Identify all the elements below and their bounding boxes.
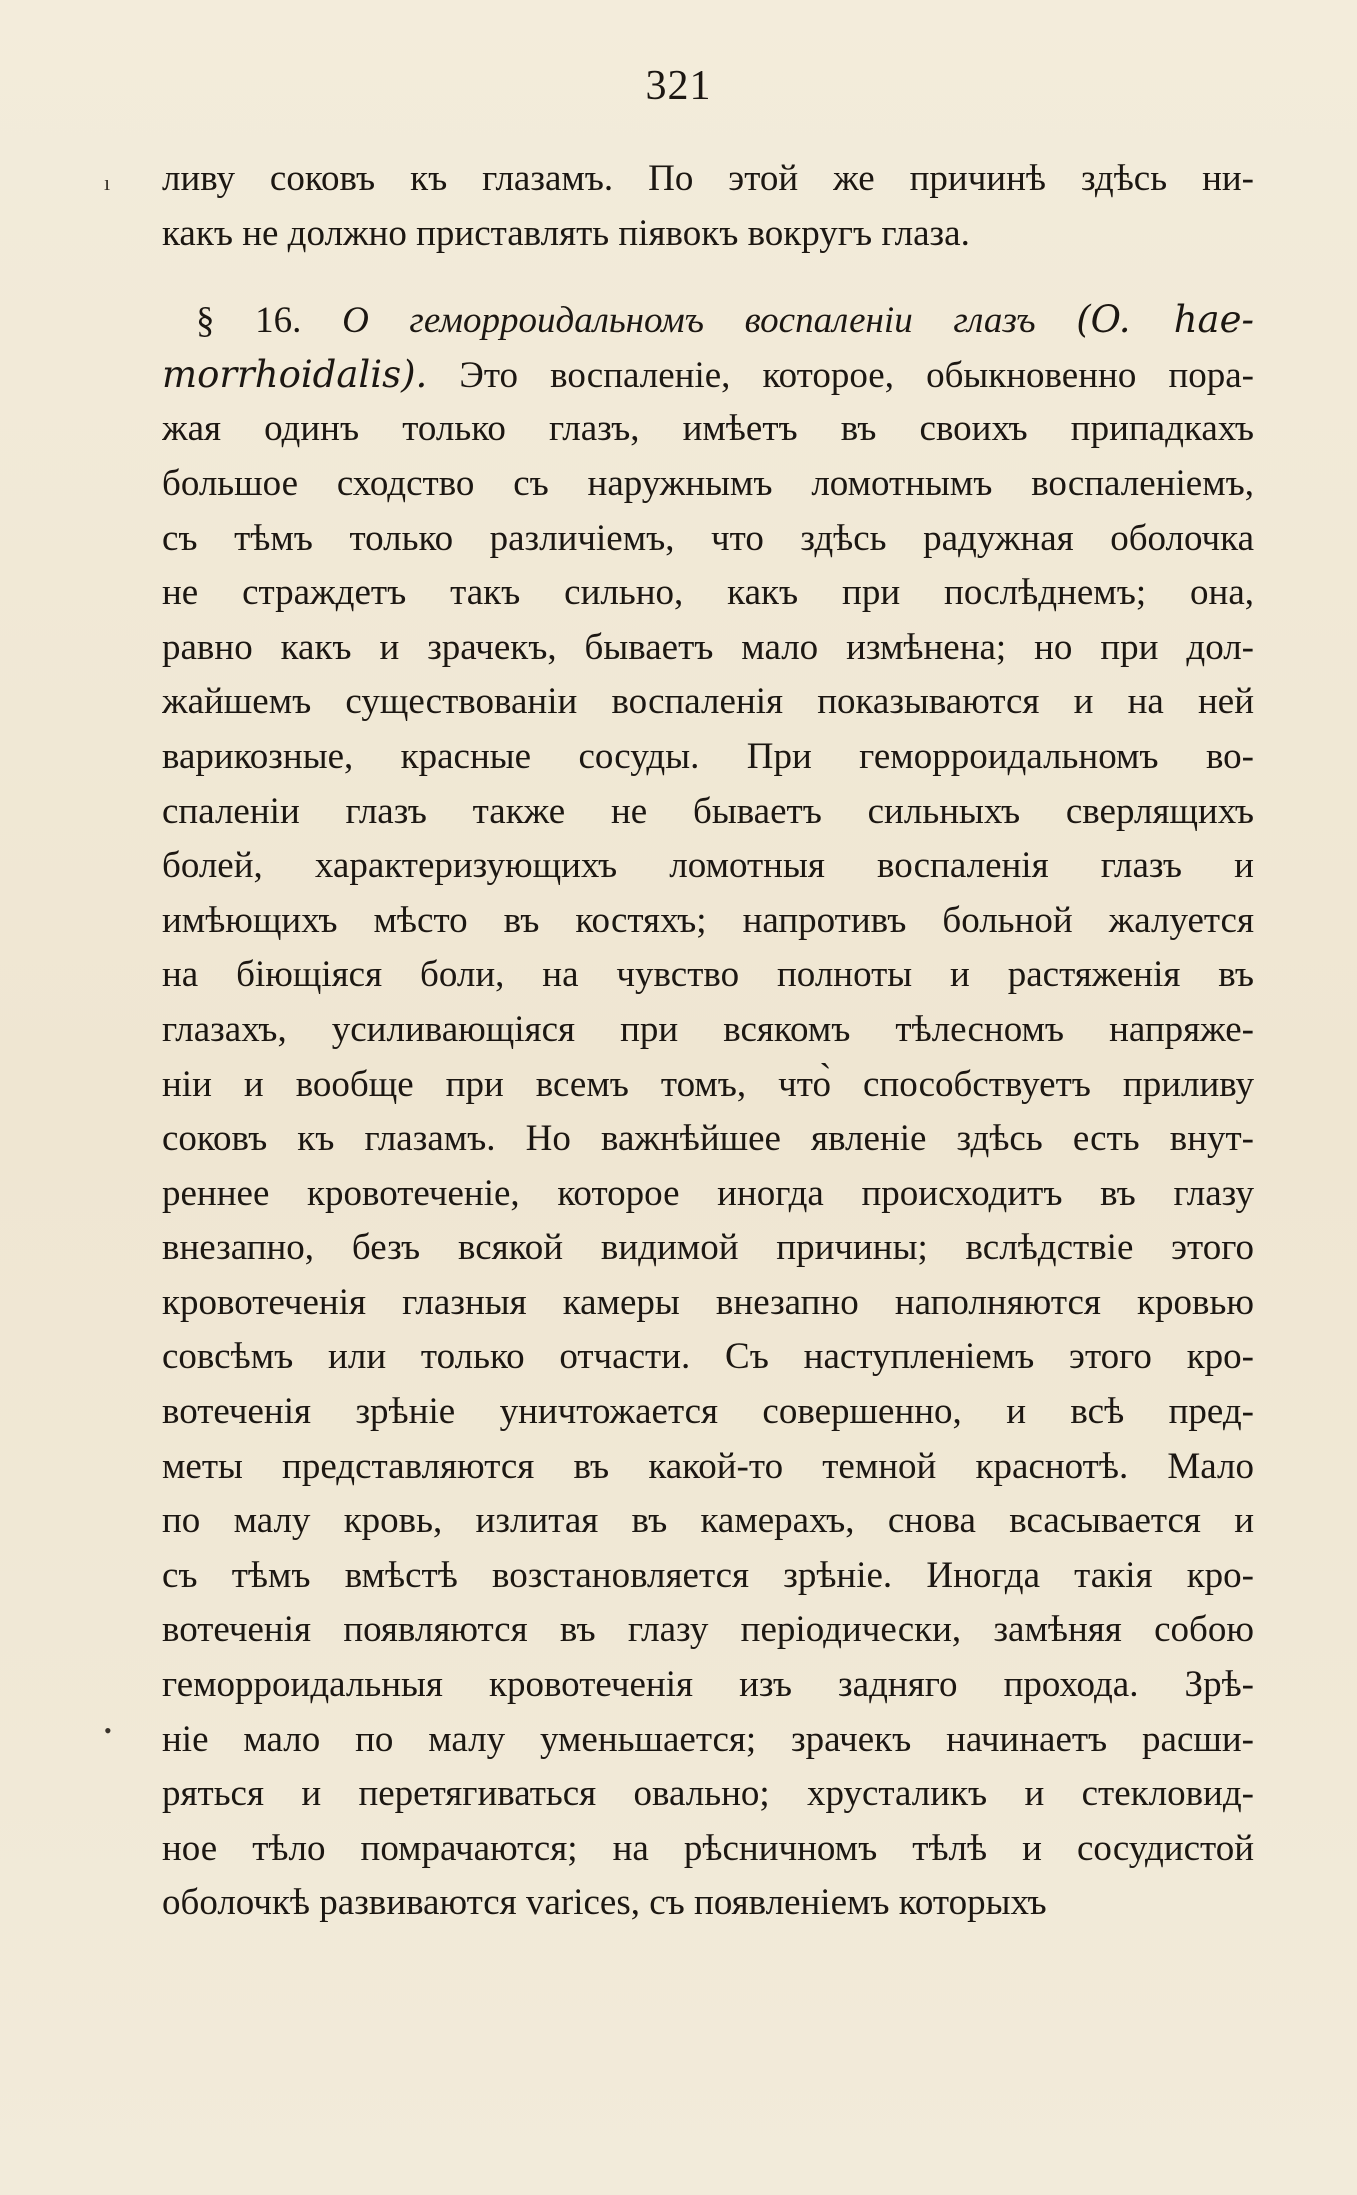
text-line: кровотеченія глазныя камеры внезапно наполняются кровью <box>162 1281 1254 1323</box>
margin-mark: • <box>104 1718 112 1743</box>
text-line <box>162 348 1254 403</box>
text-line-rest: Это воспаленіе, которое, обыкновенно пора- <box>459 354 1254 396</box>
text-line: на біющіяся боли, на чувство полноты и растяженія въ <box>162 954 1254 996</box>
text-line: большое сходство съ наружнымъ ломотнымъ воспаленіемъ, <box>162 462 1254 504</box>
text-line: вотеченія зрѣніе уничтожается совершенно, и всѣ пред- <box>162 1391 1254 1433</box>
section-number: § 16. <box>196 300 302 342</box>
paragraph-gap <box>162 261 1254 293</box>
text-line: геморроидальныя кровотеченія изъ задняго прохода. Зрѣ- <box>162 1664 1254 1706</box>
page-number: 321 <box>645 63 712 109</box>
text-line: оболочкѣ развиваются varices, съ появленіемъ которыхъ <box>162 1882 1047 1924</box>
margin-mark: ı <box>104 170 111 195</box>
section-heading-line <box>162 293 1254 348</box>
text-line: глазахъ, усиливающіяся при всякомъ тѣлесномъ напряже- <box>162 1008 1254 1050</box>
text-line: жайшемъ существованіи воспаленія показываются и на ней <box>162 681 1254 723</box>
section-latin-term: (O. hae- <box>1076 298 1254 342</box>
text-line: ряться и перетягиваться овально; хрусталикъ и стекловид- <box>162 1773 1254 1815</box>
text-line: жая одинъ только глазъ, имѣетъ въ своихъ припадкахъ <box>162 408 1254 450</box>
section-title: О геморроидальномъ воспаленіи глазъ <box>342 300 1036 342</box>
text-line: не страждетъ такъ сильно, какъ при послѣднемъ; она, <box>162 572 1254 614</box>
text-line: ное тѣло помрачаются; на рѣсничномъ тѣлѣ и сосудистой <box>162 1827 1254 1869</box>
text-line: болей, характеризующихъ ломотныя воспаленія глазъ и <box>162 845 1254 887</box>
text-line: съ тѣмъ вмѣстѣ возстановляется зрѣніе. Иногда такія кро- <box>162 1554 1254 1596</box>
text-line: соковъ къ глазамъ. Но важнѣйшее явленіе здѣсь есть внут- <box>162 1118 1254 1160</box>
text-line: по малу кровь, излитая въ камерахъ, снова всасывается и <box>162 1500 1254 1542</box>
text-line: имѣющихъ мѣсто въ костяхъ; напротивъ больной жалуется <box>162 899 1254 941</box>
text-line: совсѣмъ или только отчасти. Съ наступленіемъ этого кро- <box>162 1336 1254 1378</box>
text-line: внезапно, безъ всякой видимой причины; вслѣдствіе этого <box>162 1227 1254 1269</box>
text-line: ніе мало по малу уменьшается; зрачекъ начинаетъ расши- <box>162 1718 1254 1760</box>
text-line: какъ не должно приставлять піявокъ вокругъ глаза. <box>162 212 970 254</box>
text-line: съ тѣмъ только различіемъ, что здѣсь радужная оболочка <box>162 517 1254 559</box>
text-line: спаленіи глазъ также не бываетъ сильныхъ сверлящихъ <box>162 790 1254 832</box>
text-line: меты представляются въ какой-то темной краснотѣ. Мало <box>162 1445 1254 1487</box>
text-line: ніи и вообще при всемъ томъ, что̀ способствуетъ приливу <box>162 1063 1254 1105</box>
text-line: ливу соковъ къ глазамъ. По этой же причинѣ здѣсь ни- <box>162 158 1254 199</box>
text-line: вотеченія появляются въ глазу періодически, замѣняя собою <box>162 1609 1254 1651</box>
text-line: реннее кровотеченіе, которое иногда происходитъ въ глазу <box>162 1172 1254 1214</box>
text-line: варикозные, красные сосуды. При геморроидальномъ во- <box>162 735 1254 777</box>
text-line: равно какъ и зрачекъ, бываетъ мало измѣнена; но при дол- <box>162 626 1254 668</box>
body-text <box>162 152 1254 1931</box>
section-latin-term-end: morrhoidalis). <box>162 352 428 396</box>
